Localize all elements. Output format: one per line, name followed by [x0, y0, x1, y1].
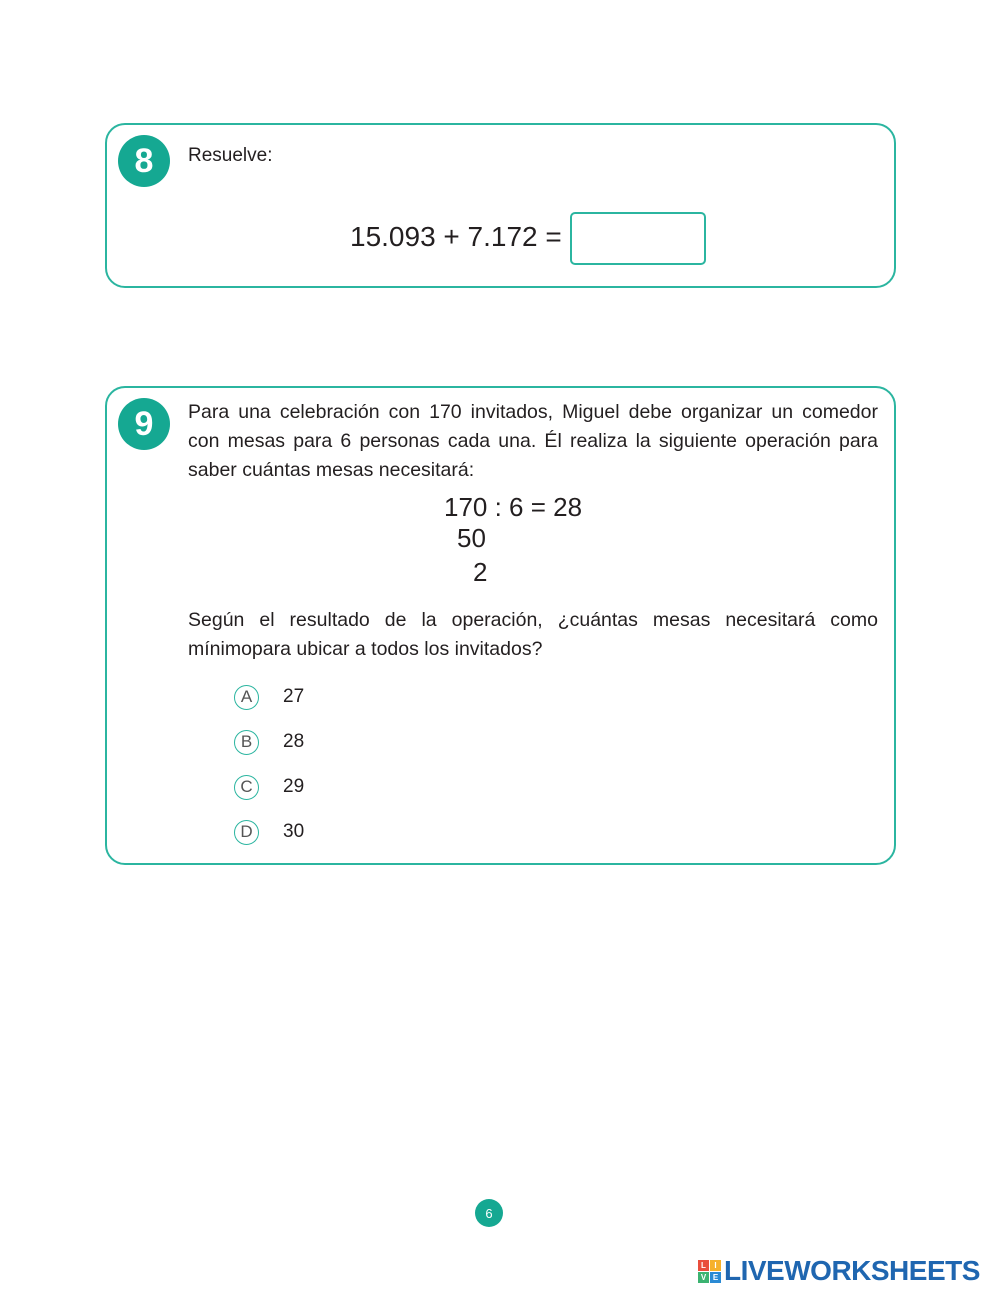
- option-letter-circle[interactable]: B: [234, 730, 259, 755]
- logo-blocks-icon: L I V E: [698, 1260, 721, 1283]
- instruction-text: Resuelve:: [188, 145, 273, 166]
- option-letter-circle[interactable]: D: [234, 820, 259, 845]
- option-letter-circle[interactable]: A: [234, 685, 259, 710]
- brand-name: LIVEWORKSHEETS: [724, 1255, 980, 1286]
- option-text: 30: [283, 821, 305, 842]
- problem-statement: Para una celebración con 170 invitados, Miguel debe organizar un comedor con mesas para 6 personas cada una. Él realiza la siguiente operación para saber cuántas mesas necesitará:: [188, 401, 878, 481]
- answer-input[interactable]: [570, 212, 706, 265]
- question-number-badge: 8: [118, 135, 170, 187]
- option-text: 29: [283, 776, 305, 797]
- page-number: 6: [475, 1199, 503, 1227]
- option-a[interactable]: [234, 682, 304, 712]
- question-8-card: [105, 123, 896, 288]
- option-c[interactable]: [234, 772, 304, 802]
- option-text: 27: [283, 686, 305, 707]
- liveworksheets-logo: [698, 1255, 980, 1287]
- option-b[interactable]: [234, 727, 304, 757]
- option-d[interactable]: [234, 817, 304, 847]
- option-letter-circle[interactable]: C: [234, 775, 259, 800]
- question-9-card: [105, 386, 896, 865]
- division-partial-remainder: 50: [457, 523, 486, 553]
- question-number-badge: 9: [118, 398, 170, 450]
- addition-equation: 15.093 + 7.172 =: [350, 221, 562, 252]
- question-text: Según el resultado de la operación, ¿cuántas mesas necesitará como mínimopara ubicar a todos los invitados?: [188, 609, 878, 660]
- option-text: 28: [283, 731, 305, 752]
- division-operation: 170 : 6 = 28: [444, 492, 583, 522]
- division-remainder: 2: [473, 557, 488, 587]
